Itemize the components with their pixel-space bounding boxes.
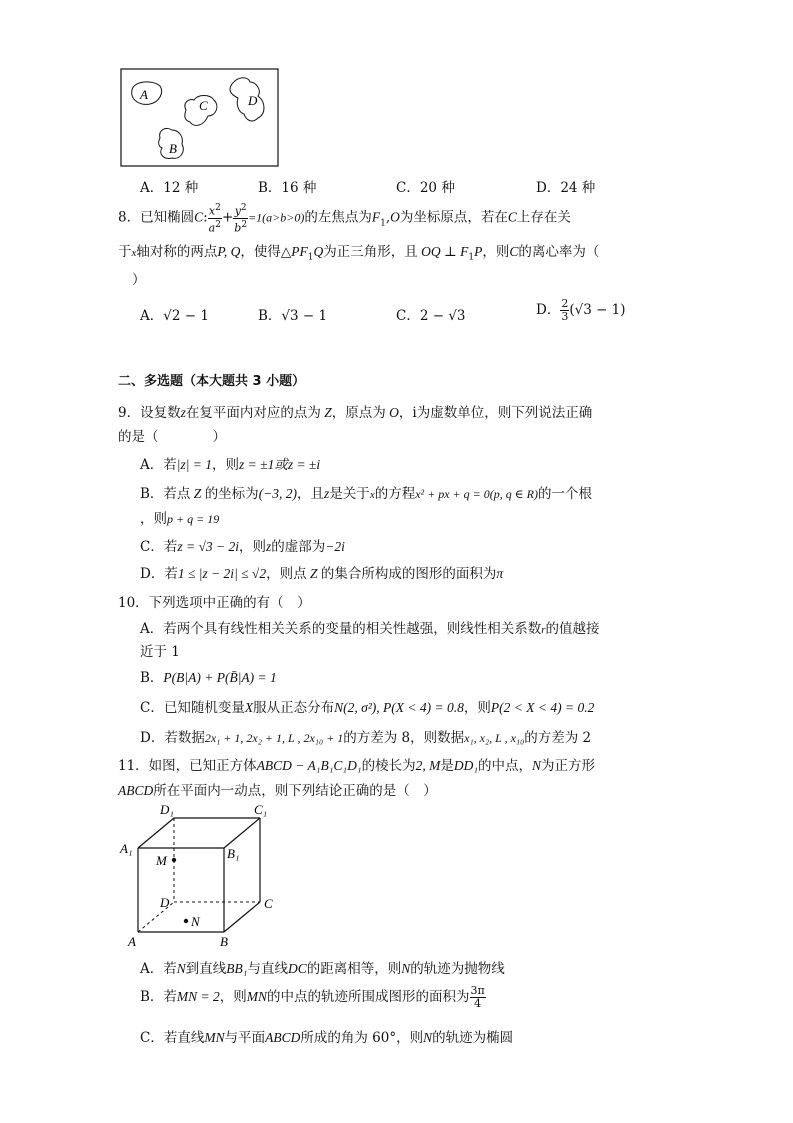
q11-stem-line1: 11．如图，已知正方体ABCD − A₁B₁C₁D₁的棱长为2, M是DD₁的中点，N为正方形 xyxy=(118,758,596,774)
q10-option-a[interactable]: A．若两个具有线性相关关系的变量的相关性越强，则线性相关系数r的值越接 xyxy=(140,621,600,637)
q8-option-b[interactable]: B．√3 − 1 xyxy=(258,308,328,324)
point-m xyxy=(172,858,176,862)
section-title: 二、多选题（本大题共 3 小题） xyxy=(118,374,306,389)
label-a: A xyxy=(128,934,136,949)
region-a-label: A xyxy=(140,87,148,102)
q9-stem-line1: 9．设复数z在复平面内对应的点为 Z，原点为 O，i为虚数单位，则下列说法正确 xyxy=(118,405,593,421)
point-n xyxy=(184,919,188,923)
q7-option-b[interactable]: B．16 种 xyxy=(258,180,317,196)
q8-stem-line2: 于x轴对称的两点P, Q，使得$\triangle PF_1Q$为正三角形，且 OQ ⊥ $F_1P$，则C的离心率为（ xyxy=(118,244,600,263)
q10-option-c[interactable]: C．已知随机变量X服从正态分布N(2, σ²), P(X < 4) = 0.8，则P(2 < X < 4) = 0.2 xyxy=(140,700,595,716)
q9-stem-line2: 的是（ ） xyxy=(118,429,226,445)
label-c1: C₁ xyxy=(254,802,268,817)
label-b1: B₁ xyxy=(227,846,240,861)
q9-option-a[interactable]: A．若|z| = 1，则z = ±1或z = ±i xyxy=(140,457,321,473)
q10-option-b[interactable]: B．P(B|A) + P(B̄|A) = 1 xyxy=(140,670,277,686)
label-c: C xyxy=(264,896,273,911)
label-m: M xyxy=(156,853,167,868)
region-d-label: D xyxy=(248,93,258,108)
q11-stem-line2: ABCD所在平面内一动点，则下列结论正确的是（ ） xyxy=(118,783,437,799)
label-b: B xyxy=(220,934,228,949)
q11-option-b[interactable]: B．若MN = 2，则MN的中点的轨迹所围成图形的面积为 $\frac{3\pi}{4}$ xyxy=(140,984,485,1010)
q7-option-c[interactable]: C．20 种 xyxy=(396,180,455,196)
label-d1: D₁ xyxy=(160,802,174,817)
label-d: D xyxy=(160,895,170,910)
q9-option-b-line2: ，则p + q = 19 xyxy=(140,511,220,527)
q10-option-d[interactable]: D．若数据2x₁ + 1, 2x₂ + 1, L , 2x₁₀ + 1的方差为 8，则数据x₁, x₂, L , x₁₀的方差为 2 xyxy=(140,730,592,746)
q7-option-a[interactable]: A．12 种 xyxy=(140,180,199,196)
label-a1: A₁ xyxy=(120,841,133,856)
q7-option-d[interactable]: D．24 种 xyxy=(536,180,596,196)
q10-option-a-line2: 近于 1 xyxy=(140,644,180,660)
q11-option-c[interactable]: C．若直线MN与平面ABCD所成的角为 60°，则N的轨迹为椭圆 xyxy=(140,1030,514,1046)
q10-stem: 10．下列选项中正确的有（ ） xyxy=(118,595,311,611)
q9-option-d[interactable]: D．若1 ≤ |z − 2i| ≤ √2，则点 Z 的集合所构成的图形的面积为π xyxy=(140,566,504,582)
q9-option-b[interactable]: B．若点 Z 的坐标为(−3, 2)，且z是关于x的方程x² + px + q = 0(p, q ∈ R)的一个根 xyxy=(140,486,592,502)
cube-figure xyxy=(118,800,288,950)
q8-option-d[interactable]: D． $\frac{2}{3}$ (√3 − 1) xyxy=(536,297,626,323)
q11-option-a[interactable]: A．若N到直线BB₁与直线DC的距离相等，则N的轨迹为抛物线 xyxy=(140,961,505,977)
q9-option-c[interactable]: C．若z = √3 − 2i，则z的虚部为−2i xyxy=(140,539,345,555)
q8-stem-line3: ） xyxy=(132,272,146,288)
region-c-label: C xyxy=(199,98,208,113)
label-n: N xyxy=(191,914,200,929)
region-d-shape xyxy=(230,78,264,121)
q8-option-a[interactable]: A．√2 − 1 xyxy=(140,308,209,324)
region-diagram xyxy=(120,68,280,168)
region-b-label: B xyxy=(169,141,177,156)
q8-stem-line1: 8．已知椭圆C: $\frac{x^2}{a^2}$ + $\frac{y^2}{b^2}$ =1(a>b>0)的左焦点为$F_1,O$为坐标原点，若在C上存在关 xyxy=(118,203,571,235)
q8-option-c[interactable]: C．2 − √3 xyxy=(396,308,466,324)
